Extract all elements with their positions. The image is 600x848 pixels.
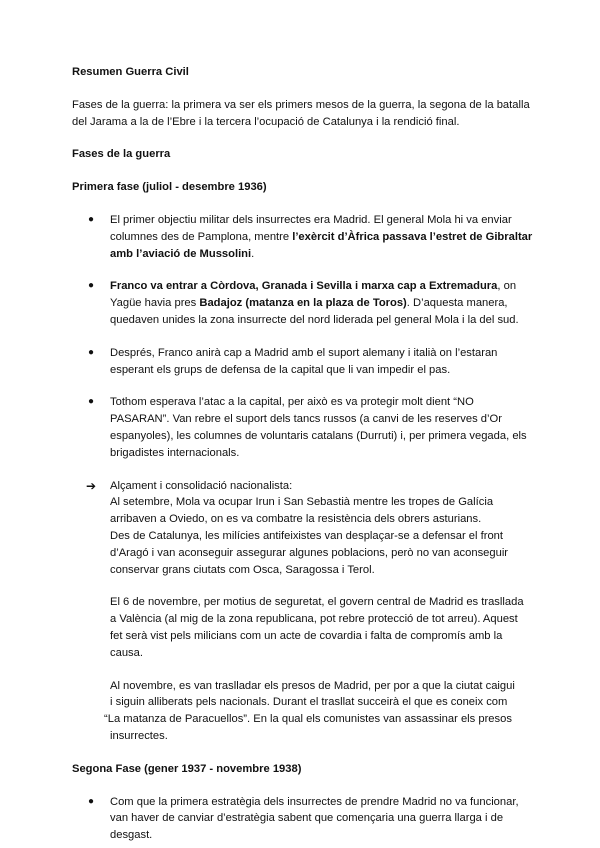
item-line: d’Aragó i van aconseguir assegurar algunes poblacions, però no van aconseguir <box>110 546 509 559</box>
bullet-icon: ● <box>88 396 95 408</box>
item-line: “La matanza de Paracuellos”. En la qual els comunistes van assassinar els presos <box>104 713 512 726</box>
list-item <box>72 345 532 379</box>
intro-paragraph <box>72 97 532 131</box>
item-line: brigadistes internacionals. <box>110 446 240 459</box>
list-item <box>72 212 532 262</box>
item-line: PASARAN”. Van rebre el suport dels tancs russos (a canvi de les reserves d’Or <box>110 413 502 426</box>
list-item <box>72 794 532 844</box>
bullet-icon: ● <box>88 795 95 807</box>
bullet-icon: ● <box>88 213 95 225</box>
bullet-icon: ● <box>88 346 95 358</box>
phase1-heading: Primera fase (juliol - desembre 1936) <box>72 181 267 194</box>
intro-line: Fases de la guerra: la primera va ser els primers mesos de la guerra, la segona de la batalla <box>72 98 530 111</box>
item-heading: Alçament i consolidació nacionalista: <box>110 479 293 492</box>
intro-line: del Jarama a la de l’Ebre i la tercera l’ocupació de Catalunya i la rendició final. <box>72 115 460 128</box>
item-line: El 6 de novembre, per motius de seguretat, el govern central de Madrid es trasllada <box>110 596 524 609</box>
document-page <box>72 64 532 844</box>
document-title: Resumen Guerra Civil <box>72 66 189 78</box>
item-line: Com que la primera estratègia dels insurrectes de prendre Madrid no va funcionar, <box>110 795 519 808</box>
section-heading: Fases de la guerra <box>72 148 171 161</box>
item-line: causa. <box>110 646 143 659</box>
item-line: espanyoles), les columnes de voluntaris catalans (Durruti) i, per primera vegada, els <box>110 429 527 442</box>
item-line: Franco va entrar a Còrdova, Granada i Sevilla i marxa cap a Extremadura, on <box>110 280 517 293</box>
item-line: Al setembre, Mola va ocupar Irun i San Sebastià mentre les tropes de Galícia <box>110 496 494 509</box>
phase2-heading: Segona Fase (gener 1937 - novembre 1938) <box>72 762 302 775</box>
item-line: amb l’aviació de Mussolini. <box>110 247 255 260</box>
bullet-icon: ● <box>88 280 95 292</box>
item-line: arribaven a Oviedo, on es va combatre la resistència dels obrers asturians. <box>110 513 482 526</box>
item-line: a València (al mig de la zona republicana, pot rebre protecció de tot arreu). Aquest <box>110 613 518 626</box>
list-item <box>72 278 532 328</box>
item-line: fet serà vist pels milicians com un acte de covardia i falta de compromís amb la <box>110 629 503 642</box>
item-line: Yagüe havia pres Badajoz (matanza en la plaza de Toros). D’aquesta manera, <box>110 297 508 310</box>
item-line: Des de Catalunya, les milícies antifeixistes van desplaçar-se a defensar el front <box>110 529 503 542</box>
item-line: Després, Franco anirà cap a Madrid amb el suport alemany i italià on l’estaran <box>110 346 498 359</box>
item-line: El primer objectiu militar dels insurrectes era Madrid. El general Mola hi va enviar <box>110 213 512 226</box>
item-line: quedaven unides la zona insurrecte del nord liderada pel general Mola i la del sud. <box>110 313 519 326</box>
item-line: desgast. <box>110 829 153 842</box>
item-line: Al novembre, es van traslladar els presos de Madrid, per por a que la ciutat caigui <box>110 679 515 692</box>
item-line: columnes des de Pamplona, mentre l’exèrcit d’Àfrica passava l’estret de Gibraltar <box>110 230 533 243</box>
item-line: Tothom esperava l’atac a la capital, per això es va protegir molt dient “NO <box>110 396 474 409</box>
item-line: insurrectes. <box>110 729 168 742</box>
item-line: van haver de canviar d’estratègia sabent que començaria una guerra llarga i de <box>110 812 504 825</box>
arrow-list-item <box>72 478 532 745</box>
item-line: i siguin alliberats pels nacionals. Durant el trasllat succeirà el que es coneix com <box>110 696 508 709</box>
item-line: esperant els grups de defensa de la capital que li van impedir el pas. <box>110 363 451 376</box>
list-item <box>72 394 532 461</box>
item-line: conservar grans ciutats com Osca, Saragossa i Terol. <box>110 563 375 576</box>
arrow-right-icon: ➔ <box>86 478 97 493</box>
